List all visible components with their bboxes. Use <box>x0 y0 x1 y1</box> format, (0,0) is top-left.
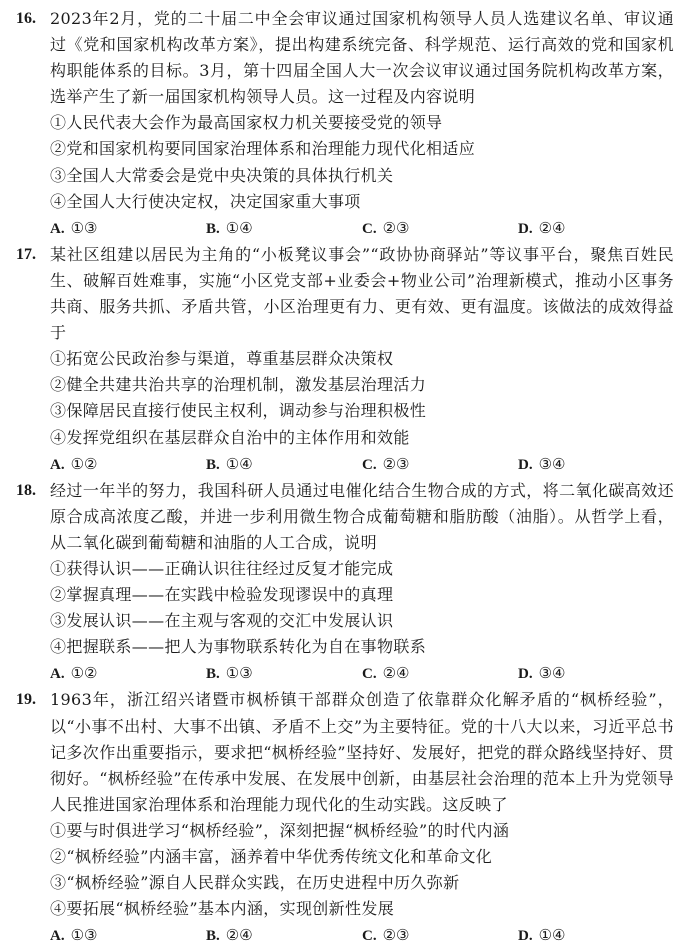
question-17 <box>16 242 674 478</box>
choice-d[interactable]: D. ③④ <box>518 664 566 683</box>
answer-choices <box>50 215 674 242</box>
statement-1: ①获得认识——正确认识往往经过反复才能完成 <box>50 558 394 578</box>
choice-c[interactable]: C. ②③ <box>362 926 410 945</box>
statement-2: ②健全共建共治共享的治理机制，激发基层治理活力 <box>50 375 427 395</box>
choice-d[interactable]: D. ②④ <box>518 218 566 237</box>
choice-d[interactable]: D. ①④ <box>518 926 566 945</box>
statement-4: ④把握联系——把人为事物联系转化为自在事物联系 <box>50 637 427 657</box>
choice-c[interactable]: C. ②④ <box>362 664 410 683</box>
question-18 <box>16 478 674 688</box>
statement-1: ①拓宽公民政治参与渠道，尊重基层群众决策权 <box>50 349 394 369</box>
question-stem: 2023年2月，党的二十届二中全会审议通过国家机构领导人员人选建议名单、审议通过《党和国家机构改革方案》，提出构建系统完备、科学规范、运行高效的党和国家机构职能体系的目标。3月，第十四届全国人大一次会议审议通过国务院机构改革方案，选举产生了新一届国家机构领导人员。这一过程及内容说明 <box>50 9 674 107</box>
question-stem: 经过一年半的努力，我国科研人员通过电催化结合生物合成的方式，将二氧化碳高效还原合成高浓度乙酸，并进一步利用微生物合成葡萄糖和脂肪酸（油脂）。从哲学上看，从二氧化碳到葡萄糖和油脂的人工合成，说明 <box>50 480 674 552</box>
statement-4: ④全国人大行使决定权，决定国家重大事项 <box>50 191 361 211</box>
statement-3: ③发展认识——在主观与客观的交汇中发展认识 <box>50 611 394 631</box>
answer-choices <box>50 922 674 949</box>
statement-3: ③全国人大常委会是党中央决策的具体执行机关 <box>50 165 394 185</box>
statement-2: ②掌握真理——在实践中检验发现谬误中的真理 <box>50 585 394 605</box>
statement-2: ②党和国家机构要同国家治理体系和治理能力现代化相适应 <box>50 139 476 159</box>
question-number: 18. <box>16 481 36 499</box>
answer-choices <box>50 451 674 478</box>
choice-c[interactable]: C. ②③ <box>362 218 410 237</box>
statement-4: ④发挥党组织在基层群众自治中的主体作用和效能 <box>50 427 410 447</box>
question-number: 17. <box>16 245 36 263</box>
choice-d[interactable]: D. ③④ <box>518 454 566 473</box>
question-number: 19. <box>16 691 36 709</box>
statement-1: ①要与时俱进学习“枫桥经验”，深刻把握“枫桥经验”的时代内涵 <box>50 820 510 840</box>
question-stem: 某社区组建以居民为主角的“小板凳议事会”“政协协商驿站”等议事平台，聚焦百姓民生、破解百姓难事，实施“小区党支部+业委会+物业公司”治理新模式，推动小区事务共商、服务共抓、矛盾共管，小区治理更有力、更有效、更有温度。该做法的成效得益于 <box>50 244 674 343</box>
question-19 <box>16 687 674 949</box>
choice-a[interactable]: A. ①② <box>50 454 98 473</box>
question-number: 16. <box>16 10 36 27</box>
choice-a[interactable]: A. ①② <box>50 664 98 683</box>
question-stem: 1963年，浙江绍兴诸暨市枫桥镇干部群众创造了依靠群众化解矛盾的“枫桥经验”，以“小事不出村、大事不出镇、矛盾不上交”为主要特征。党的十八大以来，习近平总书记多次作出重要指示，要求把“枫桥经验”坚持好、发展好，把党的群众路线坚持好、贯彻好。“枫桥经验”在传承中发展、在发展中创新，由基层社会治理的范本上升为党领导人民推进国家治理体系和治理能力现代化的生动实践。这反映了 <box>50 690 674 814</box>
choice-b[interactable]: B. ①④ <box>206 218 253 237</box>
choice-c[interactable]: C. ②③ <box>362 454 410 473</box>
statement-3: ③“枫桥经验”源自人民群众实践，在历史进程中历久弥新 <box>50 873 460 893</box>
choice-a[interactable]: A. ①③ <box>50 926 98 945</box>
choice-a[interactable]: A. ①③ <box>50 218 98 237</box>
statement-1: ①人民代表大会作为最高国家权力机关要接受党的领导 <box>50 113 443 133</box>
statement-2: ②“枫桥经验”内涵丰富，涵养着中华优秀传统文化和革命文化 <box>50 847 493 866</box>
statement-3: ③保障居民直接行使民主权利，调动参与治理积极性 <box>50 401 427 421</box>
choice-b[interactable]: B. ①④ <box>206 454 253 473</box>
statement-4: ④要拓展“枫桥经验”基本内涵，实现创新性发展 <box>50 899 395 919</box>
choice-b[interactable]: B. ②④ <box>206 926 253 945</box>
choice-b[interactable]: B. ①③ <box>206 664 253 683</box>
question-16 <box>16 6 674 242</box>
answer-choices <box>50 660 674 687</box>
